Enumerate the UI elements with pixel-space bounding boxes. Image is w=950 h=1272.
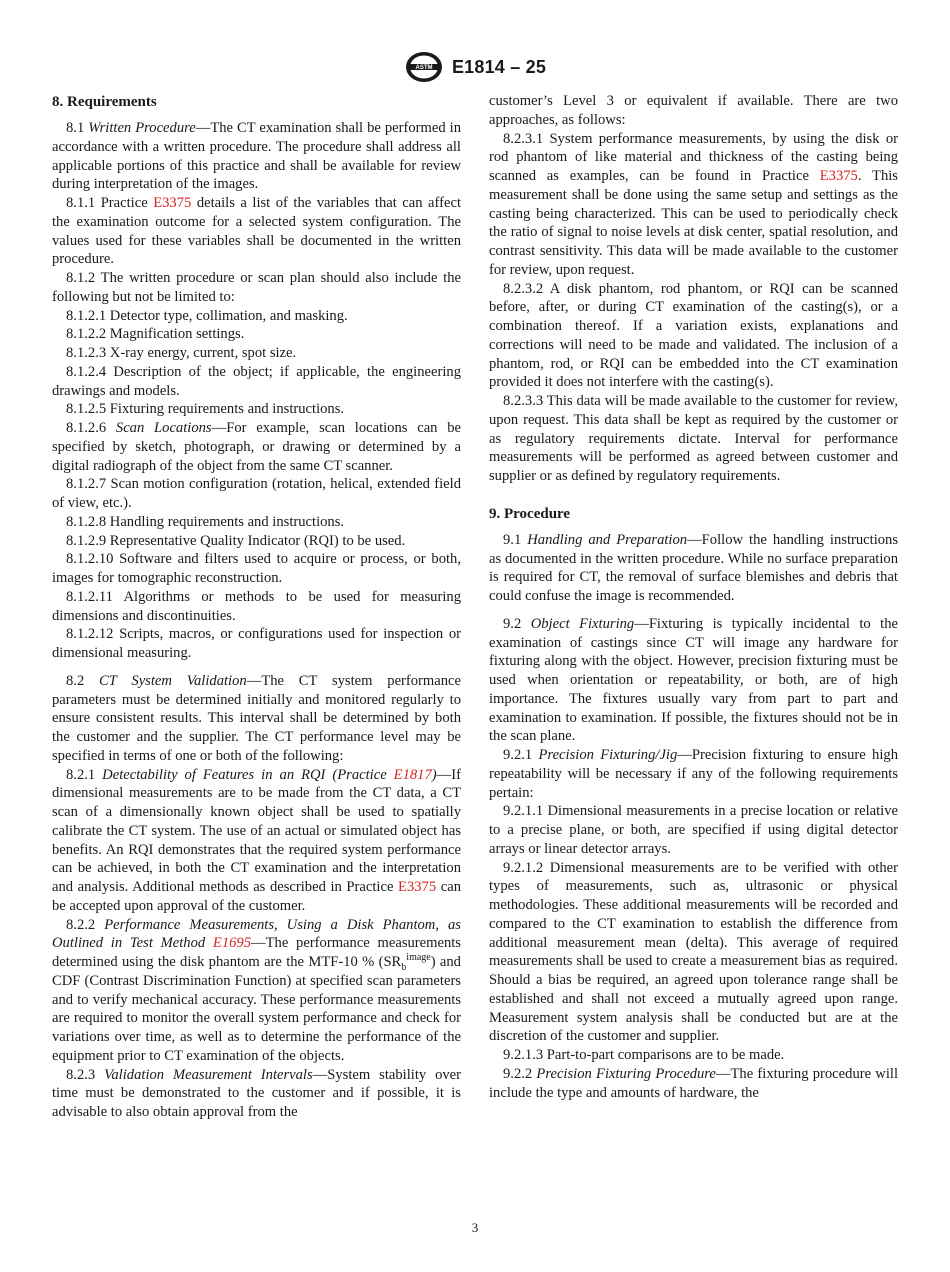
paragraph-8-1-2-9: 8.1.2.9 Representative Quality Indicator (RQI) to be used. (66, 532, 406, 549)
paragraph-8-2-3-2: 8.2.3.2 A disk phantom, rod phantom, or RQI can be scanned before, after, or during CT examination of the casting(s), or a combination thereof. If a variation exists, explanations and corrections will need to be made and validated. The inclusion of a phantom, rod, or RQI can be embedded into the CT examination provided it does not interfere with the casting(s). (489, 280, 898, 391)
paragraph-9-2: 9.2 Object Fixturing—Fixturing is typically incidental to the examination of castings since CT will image any hardware for fixturing along with the object. However, precision fixturing must be used when orientation or repeatability, or both, are of high importance. The fixtures usually vary from part to part and examination to examination. If possible, the fixtures should not be in the scan plane. (489, 615, 898, 745)
page-header (0, 50, 950, 84)
paragraph-8-2-1: 8.2.1 Detectability of Features in an RQI (Practice E1817)—If dimensional measurements are to be made from the CT data, a CT scan of a dimensionally known object shall be used to spatially calibrate the CT system. The use of an actual or simulated object has benefits. An RQI demonstrates that the required system performance can be achieved, in both the CT examination and the interpretation and analysis. Additional methods as described in Practice E3375 can be accepted upon approval of the customer. (52, 766, 461, 914)
paragraph-8-1-1: 8.1.1 Practice E3375 details a list of the variables that can affect the examination outcome for a selected system configuration. The values used for these variables shall be documented in the written procedure. (52, 195, 461, 268)
paragraph-9-2-1-3: 9.2.1.3 Part-to-part comparisons are to be made. (503, 1047, 785, 1063)
page-number: 3 (471, 1220, 479, 1235)
section-heading-procedure: 9. Procedure (489, 505, 571, 522)
ref-link-e1817[interactable]: E1817 (393, 766, 432, 783)
paragraph-9-2-1-2: 9.2.1.2 Dimensional measurements are to be verified with other types of measurements, such as, ultrasonic or physical methodologies. These additional measurements will be recorded and compared to the CT examination to establish the difference from additional measurement mean (delta). This average of required measurements shall be used to create a measurement bias as required. Should a bias be required, an agreed upon tolerance range shall be established and shall not exceed a mutually agreed upon range. Measurement system analysis shall be conducted but are at the discretion of the customer and supplier. (489, 859, 898, 1045)
paragraph-9-1: 9.1 Handling and Preparation—Follow the handling instructions as documented in the written procedure. While no surface preparation is required for CT, the removal of surface blemishes and debris that could confuse the image is recommended. (489, 531, 899, 604)
paragraph-8-2-3-3: 8.2.3.3 This data will be made available to the customer for review, upon request. This data shall be kept as required by the customer or as regulatory requirements dictate. Interval for performance measurements will be performed as agreed between customer and supplier or as defined by regulatory requirements. (489, 393, 898, 484)
document-designation: E1814 – 25 (451, 56, 547, 77)
paragraph-8-2-2: 8.2.2 Performance Measurements, Using a Disk Phantom, as Outlined in Test Method E1695—The performance measurements determined using the disk phantom are the MTF-10 % $(SR_b^{image})$ and CDF (Contrast Discrimination Function) at specified scan parameters and to verify mechanical accuracy. These performance measurements are required to monitor the overall system performance and check for variations over time, as well as to determine the performance of the equipment prior to CT examination of the objects. (52, 916, 461, 1064)
paragraph-8-1-2-11: 8.1.2.11 Algorithms or methods to be used for measuring dimensions and discontinuities. (52, 588, 461, 624)
paragraph-8-2: 8.2 CT System Validation—The CT system performance parameters must be determined initially and monitored regularly to ensure consistent results. This interval shall be determined by both the customer and the supplier. The CT performance level may be specified in terms of one or both of the following: (52, 672, 461, 764)
paragraph-8-1-2-2: 8.1.2.2 Magnification settings. (66, 326, 245, 343)
paragraph-8-1: 8.1 Written Procedure—The CT examination shall be performed in accordance with a written procedure. The procedure shall address all applicable portions of this practice and shall be available for review during interpretation of the images. (52, 120, 461, 193)
ref-link-e1695[interactable]: E1695 (212, 935, 252, 952)
paragraph-8-2-3-continued: customer’s Level 3 or equivalent if available. There are two approaches, as follows: (489, 93, 898, 128)
paragraph-8-1-2-6: 8.1.2.6 Scan Locations—For example, scan locations can be specified by sketch, photograph, or drawing or determined by a digital radiograph of the object from the same CT scanner. (52, 420, 462, 474)
paragraph-8-1-2-4: 8.1.2.4 Description of the object; if applicable, the engineering drawings and models. (52, 363, 461, 399)
astm-logo-icon (404, 51, 444, 83)
paragraph-8-1-2-12: 8.1.2.12 Scripts, macros, or configurations used for inspection or dimensional measuring. (52, 626, 461, 661)
paragraph-8-1-2-7: 8.1.2.7 Scan motion configuration (rotation, helical, extended field of view, etc.). (52, 476, 461, 511)
ref-link-e3375[interactable]: E3375 (398, 879, 437, 895)
paragraph-8-1-2-8: 8.1.2.8 Handling requirements and instructions. (66, 513, 345, 530)
paragraph-8-2-3: 8.2.3 Validation Measurement Intervals—System stability over time must be demonstrated to the customer and if possible, it is advisable to also obtain approval from the (52, 1066, 461, 1120)
paragraph-8-2-3-1: 8.2.3.1 System performance measurements, by using the disk or rod phantom of like material and thickness of the casting being scanned as examples, can be found in Practice E3375. This measurement shall be done using the same setup and settings as the casting being characterized. This can be used to periodically check the ratio of signal to noise levels at disk center, spatial resolution, and contrast sensitivity. This data will be made available to the customer for review, upon request. (489, 130, 898, 278)
ref-link-e3375[interactable]: E3375 (819, 168, 858, 184)
logo-text: ASTM (415, 65, 433, 72)
right-column (489, 92, 898, 1102)
paragraph-8-1-2-10: 8.1.2.10 Software and filters used to acquire or process, or both, images for tomographic reconstruction. (52, 551, 461, 586)
paragraph-9-2-2: 9.2.2 Precision Fixturing Procedure—The fixturing procedure will include the type and amounts of hardware, the (489, 1065, 899, 1101)
paragraph-8-1-2-5: 8.1.2.5 Fixturing requirements and instructions. (66, 401, 345, 418)
paragraph-9-2-1: 9.2.1 Precision Fixturing/Jig—Precision fixturing to ensure high repeatability will be necessary if any of the following requirements pertain: (489, 747, 898, 801)
section-heading-requirements: 8. Requirements (52, 94, 157, 110)
paragraph-8-1-2-3: 8.1.2.3 X-ray energy, current, spot size. (66, 345, 297, 361)
paragraph-8-1-2: 8.1.2 The written procedure or scan plan should also include the following but not be limited to: (52, 270, 461, 305)
paragraph-8-1-2-1: 8.1.2.1 Detector type, collimation, and masking. (66, 307, 348, 324)
ref-link-e3375[interactable]: E3375 (153, 195, 192, 211)
paragraph-9-2-1-1: 9.2.1.1 Dimensional measurements in a precise location or relative to a precise plane, or both, are specified if using digital detector arrays or linear detector arrays. (489, 803, 898, 857)
left-column (52, 92, 461, 1122)
